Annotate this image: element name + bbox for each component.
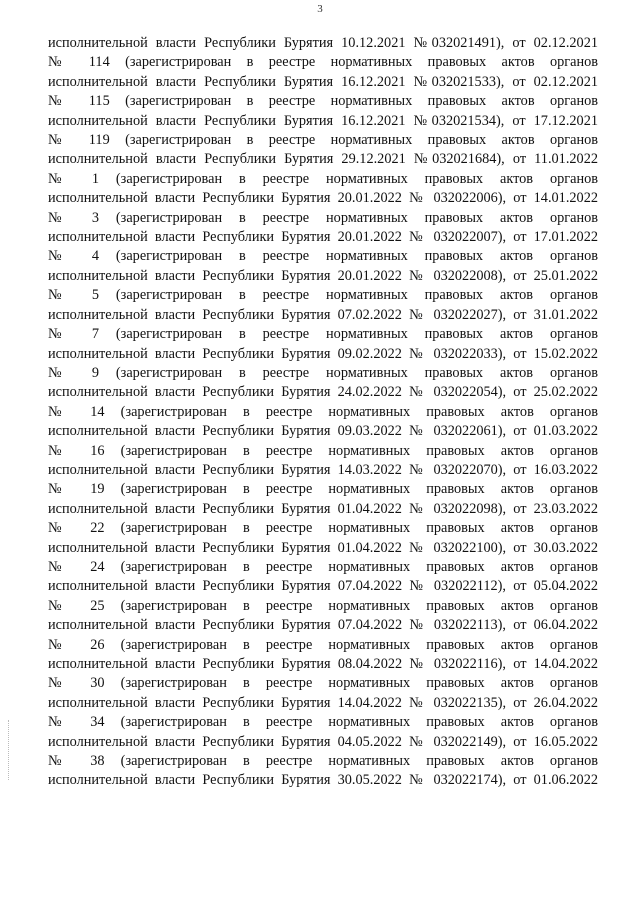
text-line: № 24 (зарегистрирован в реестре нормативных правовых актов органов xyxy=(48,558,598,575)
text-line: исполнительной власти Республики Бурятия 07.04.2022 № 032022112), от 05.04.2022 xyxy=(48,578,598,595)
text-line: № 1 (зарегистрирован в реестре нормативных правовых актов органов xyxy=(48,170,598,187)
scan-margin-mark xyxy=(8,720,10,780)
text-line: № 38 (зарегистрирован в реестре нормативных правовых актов органов xyxy=(48,753,598,770)
text-line: исполнительной власти Республики Бурятия 16.12.2021 №032021534), от 17.12.2021 xyxy=(48,112,598,129)
text-line: исполнительной власти Республики Бурятия 29.12.2021 №032021684), от 11.01.2022 xyxy=(48,151,598,168)
text-line: исполнительной власти Республики Бурятия 20.01.2022 № 032022007), от 17.01.2022 xyxy=(48,229,598,246)
text-line: исполнительной власти Республики Бурятия 09.02.2022 № 032022033), от 15.02.2022 xyxy=(48,345,598,362)
text-line: № 16 (зарегистрирован в реестре нормативных правовых актов органов xyxy=(48,442,598,459)
text-line: исполнительной власти Республики Бурятия 07.02.2022 № 032022027), от 31.01.2022 xyxy=(48,306,598,323)
text-line: № 9 (зарегистрирован в реестре нормативных правовых актов органов xyxy=(48,364,598,381)
text-line: исполнительной власти Республики Бурятия 16.12.2021 №032021533), от 02.12.2021 xyxy=(48,73,598,90)
text-line: № 115 (зарегистрирован в реестре нормативных правовых актов органов xyxy=(48,93,598,110)
text-line: исполнительной власти Республики Бурятия 09.03.2022 № 032022061), от 01.03.2022 xyxy=(48,423,598,440)
text-line: исполнительной власти Республики Бурятия 04.05.2022 № 032022149), от 16.05.2022 xyxy=(48,733,598,750)
text-line: № 5 (зарегистрирован в реестре нормативных правовых актов органов xyxy=(48,287,598,304)
text-line: исполнительной власти Республики Бурятия 01.04.2022 № 032022098), от 23.03.2022 xyxy=(48,500,598,517)
text-line: № 119 (зарегистрирован в реестре нормативных правовых актов органов xyxy=(48,132,598,149)
text-line: исполнительной власти Республики Бурятия 14.03.2022 № 032022070), от 16.03.2022 xyxy=(48,461,598,478)
text-line: исполнительной власти Республики Бурятия 14.04.2022 № 032022135), от 26.04.2022 xyxy=(48,694,598,711)
text-line: № 26 (зарегистрирован в реестре нормативных правовых актов органов xyxy=(48,636,598,653)
text-line: исполнительной власти Республики Бурятия 30.05.2022 № 032022174), от 01.06.2022 xyxy=(48,772,598,789)
text-line: исполнительной власти Республики Бурятия 01.04.2022 № 032022100), от 30.03.2022 xyxy=(48,539,598,556)
text-line: № 22 (зарегистрирован в реестре нормативных правовых актов органов xyxy=(48,520,598,537)
text-line: исполнительной власти Республики Бурятия 24.02.2022 № 032022054), от 25.02.2022 xyxy=(48,384,598,401)
text-line: № 19 (зарегистрирован в реестре нормативных правовых актов органов xyxy=(48,481,598,498)
text-line: № 114 (зарегистрирован в реестре нормативных правовых актов органов xyxy=(48,54,598,71)
text-line: № 25 (зарегистрирован в реестре нормативных правовых актов органов xyxy=(48,597,598,614)
text-line: исполнительной власти Республики Бурятия 20.01.2022 № 032022008), от 25.01.2022 xyxy=(48,267,598,284)
text-line: № 34 (зарегистрирован в реестре нормативных правовых актов органов xyxy=(48,714,598,731)
document-body xyxy=(48,34,598,791)
text-line: № 7 (зарегистрирован в реестре нормативных правовых актов органов xyxy=(48,326,598,343)
text-line: № 30 (зарегистрирован в реестре нормативных правовых актов органов xyxy=(48,675,598,692)
text-line: исполнительной власти Республики Бурятия 20.01.2022 № 032022006), от 14.01.2022 xyxy=(48,190,598,207)
text-line: № 4 (зарегистрирован в реестре нормативных правовых актов органов xyxy=(48,248,598,265)
text-line: исполнительной власти Республики Бурятия 08.04.2022 № 032022116), от 14.04.2022 xyxy=(48,656,598,672)
page-number: 3 xyxy=(317,3,323,15)
text-line: № 3 (зарегистрирован в реестре нормативных правовых актов органов xyxy=(48,209,598,226)
text-line: исполнительной власти Республики Бурятия 10.12.2021 №032021491), от 02.12.2021 xyxy=(48,35,598,51)
text-line: № 14 (зарегистрирован в реестре нормативных правовых актов органов xyxy=(48,403,598,420)
text-line: исполнительной власти Республики Бурятия 07.04.2022 № 032022113), от 06.04.2022 xyxy=(48,617,598,634)
